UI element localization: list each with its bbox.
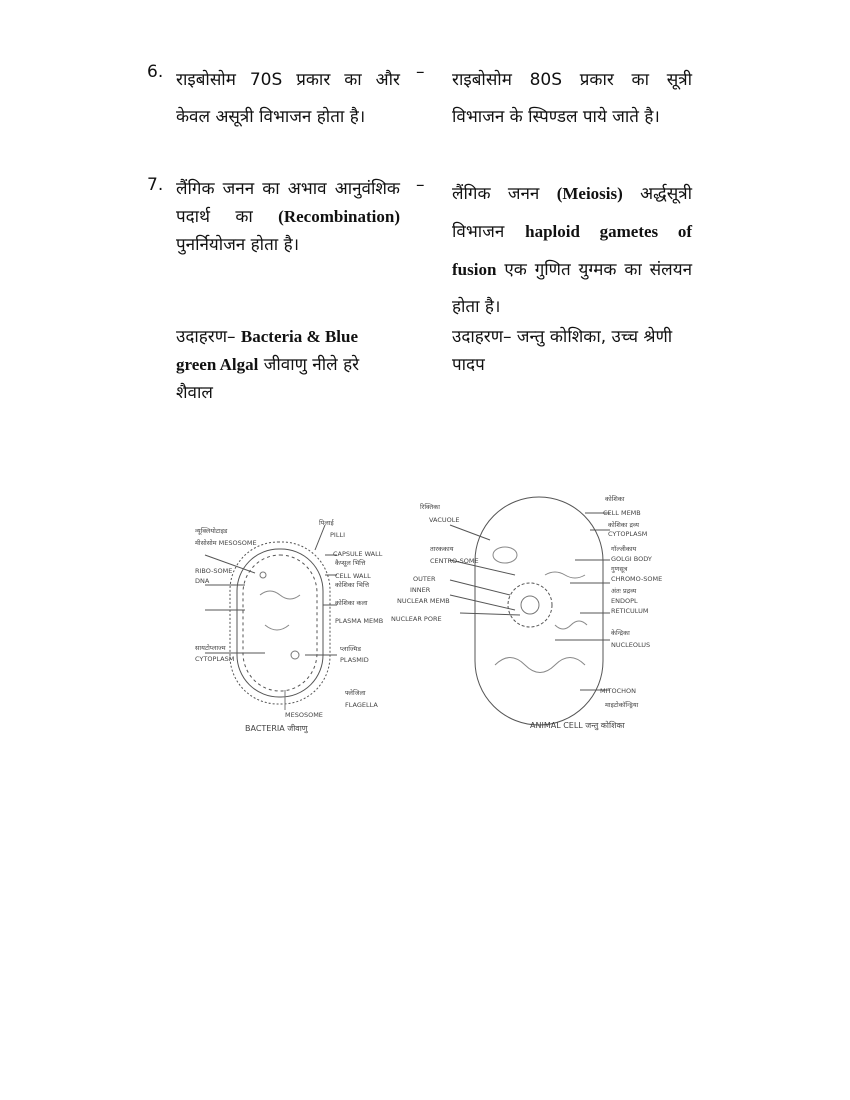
animal-label: कोशिका द्रव्य <box>608 521 639 529</box>
row-number: 6. <box>147 62 164 82</box>
bacteria-label: PLASMID <box>340 656 369 664</box>
bold-term: Bacteria & Blue green Algal <box>176 327 359 374</box>
animal-caption: ANIMAL CELL जन्तु कोशिका <box>530 721 625 730</box>
animal-label: ENDOPL <box>611 597 638 605</box>
bold-term: haploid gametes of fusion <box>452 222 692 279</box>
text-segment: पुनर्नियोजन होता है। <box>176 235 300 255</box>
bacteria-label: CYTOPLASM <box>195 655 235 663</box>
prokaryote-cell-text: राइबोसोम 70S प्रकार का और केवल असूत्री विभाजन होता है। <box>176 70 400 127</box>
prokaryote-cell-text <box>176 175 400 259</box>
text-segment: लैंगिक जनन <box>452 184 557 204</box>
bacteria-label: कोशिका भित्ति <box>335 581 369 589</box>
cell-diagram-figure <box>185 485 675 745</box>
animal-label: NUCLEAR MEMB <box>397 597 450 605</box>
dash-separator: – <box>416 175 425 195</box>
animal-label: अंतः प्रद्रव्य <box>611 587 637 595</box>
bold-term: (Meiosis) <box>556 184 623 203</box>
animal-label: NUCLEAR PORE <box>391 615 442 623</box>
animal-label: VACUOLE <box>429 516 460 524</box>
animal-label: गॉल्जीकाय <box>611 545 637 553</box>
animal-label: OUTER <box>413 575 436 583</box>
bacteria-label: मीसोसोम MESOSOME <box>195 539 257 547</box>
animal-label: CYTOPLASM <box>608 530 648 538</box>
bacteria-label: कोशिका कला <box>335 599 368 607</box>
row-number: 7. <box>147 175 164 195</box>
bacteria-label: MESOSOME <box>285 711 323 719</box>
dash-separator: – <box>416 62 425 82</box>
animal-label: RETICULUM <box>611 607 649 615</box>
example-prokaryote <box>176 323 400 407</box>
text-segment: लैंगिक जनन का अभाव आनुवंशिक पदार्थ का <box>176 179 400 227</box>
bacteria-label: सायटोप्लाज्म <box>195 644 226 652</box>
example-prefix: उदाहरण– <box>176 327 241 347</box>
bacteria-label: PILLI <box>330 531 345 539</box>
eukaryote-cell-text: राइबोसोम 80S प्रकार का सूत्री विभाजन के स्पिण्डल पाये जाते है। <box>452 70 692 127</box>
animal-label: CELL MEMB <box>603 509 641 517</box>
animal-label: कोशिका <box>605 495 625 503</box>
animal-label: गुणसूत्र <box>611 565 628 573</box>
bacteria-label: पिलाई <box>319 519 334 527</box>
animal-label: माइटोकॉन्ड्रिया <box>605 701 639 709</box>
example-eukaryote: उदाहरण– जन्तु कोशिका, उच्च श्रेणी पादप <box>452 327 673 375</box>
bacteria-label: FLAGELLA <box>345 701 378 709</box>
bacteria-labels <box>195 519 383 734</box>
animal-label: CHROMO-SOME <box>611 575 663 583</box>
animal-cell-diagram <box>450 497 610 725</box>
animal-label: CENTRO-SOME <box>430 557 479 565</box>
text-segment: अर्द्धसूत्री विभाजन <box>452 184 692 242</box>
animal-label: केन्द्रिका <box>611 629 630 637</box>
animal-label: GOLGI BODY <box>611 555 652 563</box>
animal-label: MITOCHON <box>600 687 637 695</box>
bacteria-diagram <box>205 525 337 710</box>
animal-label: तारककाय <box>430 545 454 553</box>
bacteria-label: फ्लेजिला <box>345 689 366 697</box>
bold-term: (Recombination) <box>278 207 400 226</box>
eukaryote-cell-text <box>452 175 692 326</box>
bacteria-label: PLASMA MEMB <box>335 617 384 625</box>
bacteria-label: DNA <box>195 577 210 585</box>
bacteria-label: प्लाज्मिड <box>340 645 361 653</box>
bacteria-label: CAPSULE WALL <box>333 550 383 558</box>
bacteria-label: कैप्सूल भित्ति <box>335 559 366 567</box>
bacteria-label: CELL WALL <box>335 572 371 580</box>
animal-label: रिक्तिका <box>420 503 440 511</box>
text-segment: जीवाणु नीले हरे शैवाल <box>176 355 360 403</box>
bacteria-label: RIBO-SOME <box>195 567 233 575</box>
animal-label: NUCLEOLUS <box>611 641 651 649</box>
text-segment: एक गुणित युग्मक का संलयन होता है। <box>452 260 692 317</box>
bacteria-label: न्यूक्लियोटाइड <box>195 527 228 535</box>
animal-label: INNER <box>410 586 431 594</box>
bacteria-caption: BACTERIA जीवाणु <box>245 724 308 733</box>
